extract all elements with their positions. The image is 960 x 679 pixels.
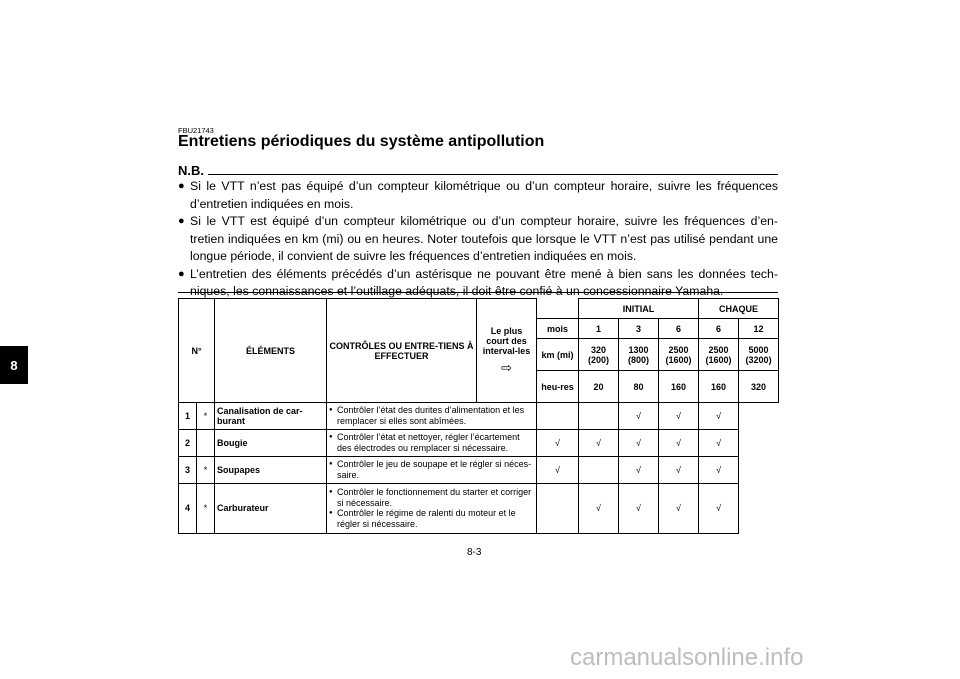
interval-value: 2500 (1600): [659, 339, 699, 371]
table-row: [179, 483, 779, 533]
table-row: [179, 403, 779, 430]
nb-bullet: ● L’entretien des éléments précédés d’un astérisque ne pouvant être mené à bien sans les données tech-niques, les connaissances et l’outillage adéquats, il doit être confié à un concessionnaire Yamaha.: [178, 266, 778, 301]
check-cell: √: [699, 403, 739, 430]
check-cell: √: [619, 429, 659, 456]
row-actions: [327, 429, 537, 456]
row-item: Carburateur: [215, 483, 327, 533]
interval-value: 160: [659, 371, 699, 403]
header-initial: INITIAL: [579, 299, 699, 319]
check-cell: √: [699, 483, 739, 533]
row-actions: [327, 456, 537, 483]
maintenance-table: [178, 298, 779, 534]
nb-bullet: ● Si le VTT n’est pas équipé d’un compteur kilométrique ou d’un compteur horaire, suivre les fréquences d’entretien indiquées en mois.: [178, 178, 778, 213]
interval-value: 3: [619, 319, 659, 339]
watermark: carmanualsonline.info: [570, 644, 804, 671]
header-unit-blank: [537, 299, 579, 319]
row-asterisk: *: [197, 403, 215, 430]
header-actions: CONTRÔLES OU ENTRE-TIENS À EFFECTUER: [327, 299, 477, 403]
check-cell: √: [619, 403, 659, 430]
action-item: ● Contrôler le régime de ralenti du moteur et le régler si nécessaire.: [329, 508, 534, 529]
nb-rule: [178, 174, 778, 175]
header-no: N°: [179, 299, 215, 403]
check-cell: [579, 456, 619, 483]
row-number: 4: [179, 483, 197, 533]
row-number: 1: [179, 403, 197, 430]
action-item: ● Contrôler l’état des durites d’alimentation et les remplacer si elles sont abîmées.: [329, 405, 534, 426]
check-cell: √: [699, 429, 739, 456]
row-item: Bougie: [215, 429, 327, 456]
interval-value: 320: [739, 371, 779, 403]
row-number: 3: [179, 456, 197, 483]
check-cell: [537, 403, 579, 430]
check-cell: √: [699, 456, 739, 483]
check-cell: [579, 403, 619, 430]
check-cell: √: [537, 429, 579, 456]
page-title: Entretiens périodiques du système antipollution: [178, 133, 545, 150]
nb-label: N.B.: [178, 163, 208, 178]
row-asterisk: [197, 429, 215, 456]
header-every: CHAQUE: [699, 299, 779, 319]
arrow-right-icon: ⇨: [501, 359, 512, 375]
check-cell: √: [579, 429, 619, 456]
interval-value: 6: [659, 319, 699, 339]
interval-value: 320 (200): [579, 339, 619, 371]
row-number: 2: [179, 429, 197, 456]
check-cell: √: [659, 429, 699, 456]
unit-label: heu-res: [537, 371, 579, 403]
check-cell: [537, 483, 579, 533]
nb-bullet-list: [178, 178, 778, 301]
header-interval-label: Le plus court des interval-les: [482, 325, 531, 356]
table-row: [179, 456, 779, 483]
check-cell: √: [659, 483, 699, 533]
nb-header: [178, 163, 778, 179]
check-cell: √: [619, 456, 659, 483]
interval-value: 1300 (800): [619, 339, 659, 371]
check-cell: √: [659, 456, 699, 483]
check-cell: √: [579, 483, 619, 533]
interval-value: 5000 (3200): [739, 339, 779, 371]
row-asterisk: *: [197, 456, 215, 483]
interval-value: 1: [579, 319, 619, 339]
doc-code: FBU21743: [178, 126, 214, 135]
row-actions: [327, 483, 537, 533]
row-item: Canalisation de car-burant: [215, 403, 327, 430]
interval-value: 6: [699, 319, 739, 339]
check-cell: √: [659, 403, 699, 430]
interval-value: 20: [579, 371, 619, 403]
table-row: [179, 429, 779, 456]
check-cell: √: [619, 483, 659, 533]
action-item: ● Contrôler le jeu de soupape et le régler si néces-saire.: [329, 459, 534, 480]
nb-bullet: ● Si le VTT est équipé d’un compteur kilométrique ou d’un compteur horaire, suivre les fréquences d’en-tretien indiquées en km (mi) ou en heures. Noter toutefois que lorsque le VTT n’est pas utilisé pendant une longue période, il convient de suivre les fréquences d’entretien indiquées en mois.: [178, 213, 778, 266]
page-number: 8-3: [467, 547, 482, 558]
interval-value: 160: [699, 371, 739, 403]
header-items: ÉLÉMENTS: [215, 299, 327, 403]
unit-label: mois: [537, 319, 579, 339]
interval-value: 80: [619, 371, 659, 403]
interval-value: 2500 (1600): [699, 339, 739, 371]
nb-end-rule: [178, 292, 778, 293]
header-interval: [477, 299, 537, 403]
chapter-tab: 8: [0, 346, 28, 384]
action-item: ● Contrôler l’état et nettoyer, régler l’écartement des électrodes ou remplacer si nécessaire.: [329, 432, 534, 453]
row-asterisk: *: [197, 483, 215, 533]
action-item: ● Contrôler le fonctionnement du starter et corriger si nécessaire.: [329, 487, 534, 508]
unit-label: km (mi): [537, 339, 579, 371]
row-item: Soupapes: [215, 456, 327, 483]
check-cell: √: [537, 456, 579, 483]
interval-value: 12: [739, 319, 779, 339]
row-actions: [327, 403, 537, 430]
